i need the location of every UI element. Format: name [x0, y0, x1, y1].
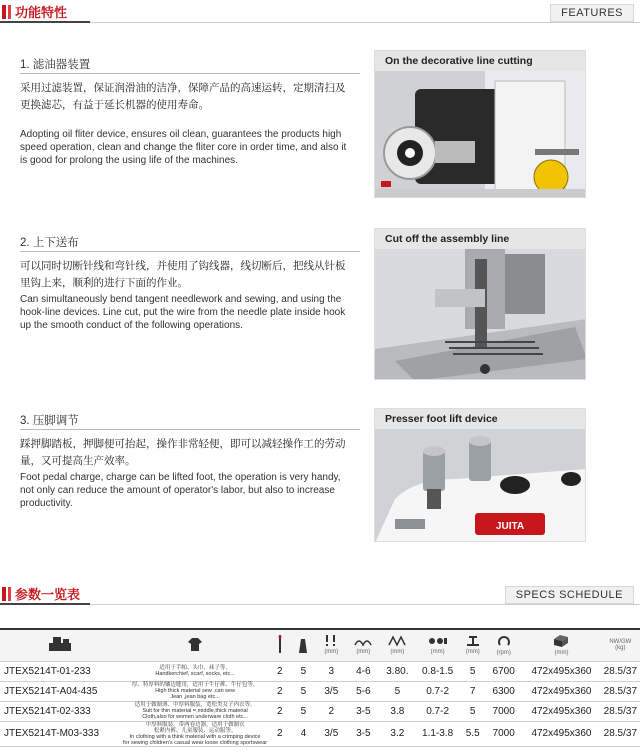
overlock-cell: 3.2 [380, 721, 415, 746]
ratio-cell: 0.7-2 [415, 701, 460, 721]
table-row [0, 721, 640, 746]
col-overlock-icon [380, 629, 415, 661]
needles-cell: 2 [268, 701, 291, 721]
feature-desc-en: Can simultaneously bend tangent needlework and sewing, and using the hook-line devices. Line cut, put the wire from the needle plate inside hook up the smooth conduct of the following operations. [20, 294, 346, 331]
features-title [2, 2, 67, 21]
photo-caption: Cut off the assembly line [375, 229, 585, 249]
stitch-cell: 2 [316, 701, 347, 721]
stitch-cell: 3/5 [316, 681, 347, 701]
brand-logo-label: JUITA [495, 521, 525, 532]
application-cell: 中厚料服装，带两卷边器，适用于做制衣 松紧内裤、儿童服装、运动服等。 In clothing with a think material with a crimping device for sewing children's casual wear loose clothing sportswear [123, 721, 268, 746]
application-cell: 适用于手帕、头巾、袜子等。 Handkerchief, scarf, socks, etc... [122, 661, 269, 681]
size-cell: 472x495x360 [522, 681, 600, 701]
col-machine-icon [0, 629, 122, 661]
feature-photo-2 [374, 228, 586, 380]
unit-label: (rpm) [496, 650, 511, 657]
width-cell: 3-5 [347, 721, 380, 746]
specs-body [0, 661, 640, 746]
weight-cell: 28.5/37 [601, 721, 640, 746]
photo-caption: On the decorative line cutting [375, 51, 585, 71]
unit-label: (mm) [554, 650, 569, 657]
features-title-en: FEATURES [550, 4, 634, 22]
weight-cell: 28.5/37 [601, 681, 640, 701]
size-cell: 472x495x360 [522, 661, 600, 681]
unit-label: (mm) [390, 649, 405, 656]
feature-photo-1 [374, 50, 586, 198]
needles-cell: 2 [268, 681, 291, 701]
lift-cell: 5 [460, 661, 485, 681]
model-cell: JTEX5214T-02-333 [0, 701, 122, 721]
feature-title: 1. 滤油器装置 [20, 59, 91, 71]
ratio-cell: 0.7-2 [415, 681, 460, 701]
presser-foot-photo [375, 429, 585, 541]
overlock-cell: 3.80. [380, 661, 415, 681]
oil-filter-photo [375, 71, 585, 197]
width-cell: 5-6 [347, 681, 380, 701]
lift-cell: 5 [460, 701, 485, 721]
ratio-cell: 1.1-3.8 [415, 721, 460, 746]
threads-cell: 5 [291, 701, 316, 721]
size-cell: 472x495x360 [522, 721, 600, 746]
speed-cell: 6700 [485, 661, 522, 681]
ratio-cell: 0.8-1.5 [415, 661, 460, 681]
col-width-icon [347, 629, 380, 661]
feature-photo-3 [374, 408, 586, 542]
lift-cell: 5.5 [460, 721, 485, 746]
needles-cell: 2 [268, 661, 291, 681]
width-cell: 3-5 [347, 701, 380, 721]
feature-desc-cn: 可以同时切断针线和弯针线，并使用了钩线器，线切断后，把线从针板里钩上来，顺利的进行下面的作业。 [20, 260, 346, 289]
specs-title-en: SPECS SCHEDULE [505, 586, 634, 604]
speed-cell: 7000 [485, 701, 522, 721]
col-weight-label: NW/GW (kg) [601, 629, 640, 661]
col-needle-icon [268, 629, 291, 661]
size-cell: 472x495x360 [522, 701, 600, 721]
title-accent-bar [2, 5, 6, 19]
model-cell: JTEX5214T-M03-333 [0, 721, 122, 746]
threads-cell: 5 [291, 681, 316, 701]
col-size-icon [522, 629, 600, 661]
lift-cell: 7 [460, 681, 485, 701]
feature-desc-cn: 采用过滤装置，保证润滑油的洁净，保障产品的高速运转，定期清扫及更换滤芯，有益于延长机器的使用寿命。 [20, 82, 346, 111]
photo-caption: Presser foot lift device [375, 409, 585, 429]
specs-table [0, 628, 640, 747]
table-row [0, 701, 640, 721]
cutting-assembly-photo [375, 249, 585, 379]
col-thread-icon [291, 629, 316, 661]
feature-title: 3. 压脚调节 [20, 415, 79, 427]
specs-title [2, 584, 80, 603]
model-cell: JTEX5214T-01-233 [0, 661, 122, 681]
features-title-text: 功能特性 [15, 5, 68, 20]
overlock-cell: 5 [380, 681, 415, 701]
feature-desc-cn: 踩押脚踏板，押脚便可抬起，操作非常轻便，即可以减轻操作工的劳动量，又可提高生产效率。 [20, 438, 346, 467]
stitch-cell: 3/5 [316, 721, 347, 746]
weight-cell: 28.5/37 [601, 701, 640, 721]
unit-label: (mm) [430, 649, 445, 656]
col-speed-icon [485, 629, 522, 661]
table-row [0, 681, 640, 701]
threads-cell: 4 [291, 721, 316, 746]
speed-cell: 6300 [485, 681, 522, 701]
col-application-icon [122, 629, 269, 661]
features-header [0, 0, 640, 24]
threads-cell: 5 [291, 661, 316, 681]
width-cell: 4-6 [347, 661, 380, 681]
title-accent-bar [2, 587, 6, 601]
model-cell: JTEX5214T-A04-435 [0, 681, 122, 701]
speed-cell: 7000 [485, 721, 522, 746]
stitch-cell: 3 [316, 661, 347, 681]
weight-cell: 28.5/37 [601, 661, 640, 681]
col-lift-icon [460, 629, 485, 661]
application-cell: 适用于做制薄、中厚料服装，宽松类女子内衣等。 Suit for thin material =,middle,thick material Cloth,also for women underware cloth etc... [122, 701, 269, 721]
unit-label: (mm) [324, 649, 339, 656]
specs-header-row [0, 629, 640, 661]
col-ratio-icon [415, 629, 460, 661]
specs-title-text: 参数一览表 [15, 587, 81, 602]
overlock-cell: 3.8 [380, 701, 415, 721]
feature-desc-en: Adopting oil fliter device, ensures oil clean, guarantees the products high speed operation, clean and change the fliter core in order time, and also it is good for prolong the using life of the machines. [20, 129, 347, 166]
unit-label: (mm) [356, 649, 371, 656]
table-row [0, 661, 640, 681]
feature-desc-en: Foot pedal charge, charge can be lifted foot, the operation is very handy, not only can reduce the amount of operator's labor, but also to increase productivity. [20, 472, 341, 509]
feature-title: 2. 上下送布 [20, 237, 79, 249]
col-stitch-icon [316, 629, 347, 661]
unit-label: (mm) [465, 649, 480, 656]
specs-header [0, 582, 640, 606]
application-cell: 厚、特厚料的镶边缝用，适用于牛仔裤、牛仔包等。 High thick material sew ,can sew Jean ,jean bag etc... [122, 681, 269, 701]
needles-cell: 2 [268, 721, 291, 746]
